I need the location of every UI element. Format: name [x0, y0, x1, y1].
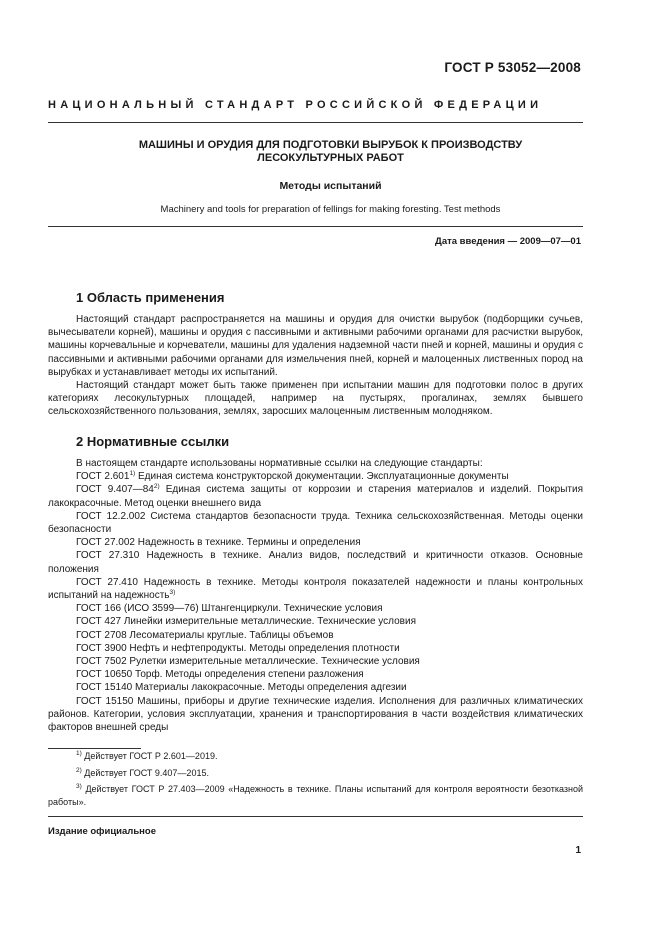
section-2-body — [48, 457, 583, 734]
reference-item: ГОСТ 27.310 Надежность в технике. Анализ видов, последствий и критичности отказов. Основные положения — [48, 550, 583, 575]
reference-item: ГОСТ 15140 Материалы лакокрасочные. Методы определения адгезии — [76, 682, 407, 694]
title-divider — [48, 226, 583, 227]
official-edition-label: Издание официальное — [48, 826, 156, 837]
section-2-heading: 2 Нормативные ссылки — [76, 434, 230, 449]
reference-item: ГОСТ 27.410 Надежность в технике. Методы контроля показателей надежности и планы контрольных испытаний на надежность$^{3)}$ — [48, 576, 583, 602]
title-line-2: ЛЕСОКУЛЬТУРНЫХ РАБОТ — [257, 152, 404, 164]
reference-item: ГОСТ 12.2.002 Система стандартов безопасности труда. Техника сельскохозяйственная. Методы оценки безопасности — [48, 510, 583, 536]
national-standard-header: НАЦИОНАЛЬНЫЙ СТАНДАРТ РОССИЙСКОЙ ФЕДЕРАЦИИ — [48, 99, 543, 111]
effective-date: Дата введения — 2009—07—01 — [435, 236, 581, 247]
reference-item: ГОСТ 9.407—84$^{2)}$ Единая система защиты от коррозии и старения материалов и изделий. Покрытия лакокрасочные. Метод оценки внешнего вида — [48, 483, 584, 509]
document-subtitle: Методы испытаний — [279, 180, 382, 192]
reference-item: ГОСТ 3900 Нефть и нефтепродукты. Методы определения плотности — [76, 642, 400, 654]
title-line-1: МАШИНЫ И ОРУДИЯ ДЛЯ ПОДГОТОВКИ ВЫРУБОК К ПРОИЗВОДСТВУ — [138, 139, 523, 151]
section-1-heading: 1 Область применения — [76, 290, 225, 305]
header-divider — [48, 122, 583, 123]
footnote-divider — [48, 748, 141, 749]
footnote: $^{1)}$ Действует ГОСТ Р 2.601—2019. — [76, 750, 218, 761]
reference-item: ГОСТ 7502 Рулетки измерительные металлические. Технические условия — [76, 656, 420, 668]
reference-item: ГОСТ 2708 Лесоматериалы круглые. Таблицы объемов — [76, 629, 334, 641]
document-title — [60, 139, 601, 165]
section-1-body — [48, 313, 583, 419]
reference-item: ГОСТ 10650 Торф. Методы определения степени разложения — [76, 669, 364, 681]
reference-item: ГОСТ 427 Линейки измерительные металлические. Технические условия — [76, 616, 416, 628]
page-number: 1 — [575, 845, 581, 856]
footnote: $^{3)}$ Действует ГОСТ Р 27.403—2009 «Надежность в технике. Планы испытаний для контроля вероятности безотказной работы». — [48, 783, 583, 807]
section-1-paragraph-1: Настоящий стандарт распространяется на машины и орудия для очистки вырубок (подборщики сучьев, вычесыватели корней), машины и орудия с пассивными и активными рабочими органами для расчистки вырубок, машины корчевальные и корчеватели, машины для удаления надземной части пней и корней, машины и орудия с пассивными и активными рабочими органами для измельчения пней, корней и малоценных лиственных пород на вырубках и устанавливает методы их испытаний. — [48, 314, 583, 378]
references-intro: В настоящем стандарте использованы нормативные ссылки на следующие стандарты: — [76, 458, 483, 469]
reference-item: ГОСТ 15150 Машины, приборы и другие технические изделия. Исполнения для различных климатических районов. Категории, условия эксплуатации, хранения и транспортирования в части воздействия климатических факторов внешней среды — [48, 695, 583, 734]
footnote: $^{2)}$ Действует ГОСТ 9.407—2015. — [76, 766, 209, 778]
reference-item: ГОСТ 166 (ИСО 3599—76) Штангенциркули. Технические условия — [76, 603, 383, 615]
footer-divider — [48, 816, 583, 817]
section-1-paragraph-2: Настоящий стандарт может быть также применен при испытании машин для подготовки полос в других категориях лесокультурных площадей, например на пустырях, прогалинах, землях бывшего сельскохозяйственного пользования, землях, заросших малоценным лиственным молодняком. — [48, 380, 583, 418]
reference-item: ГОСТ 27.002 Надежность в технике. Термины и определения — [76, 537, 361, 549]
standard-code: ГОСТ Р 53052—2008 — [444, 60, 581, 75]
english-title: Machinery and tools for preparation of fellings for making foresting. Test methods — [160, 204, 501, 215]
reference-item: ГОСТ 2.601$^{1)}$ Единая система конструкторской документации. Эксплуатационные документы — [76, 470, 509, 483]
footnotes — [48, 750, 583, 812]
